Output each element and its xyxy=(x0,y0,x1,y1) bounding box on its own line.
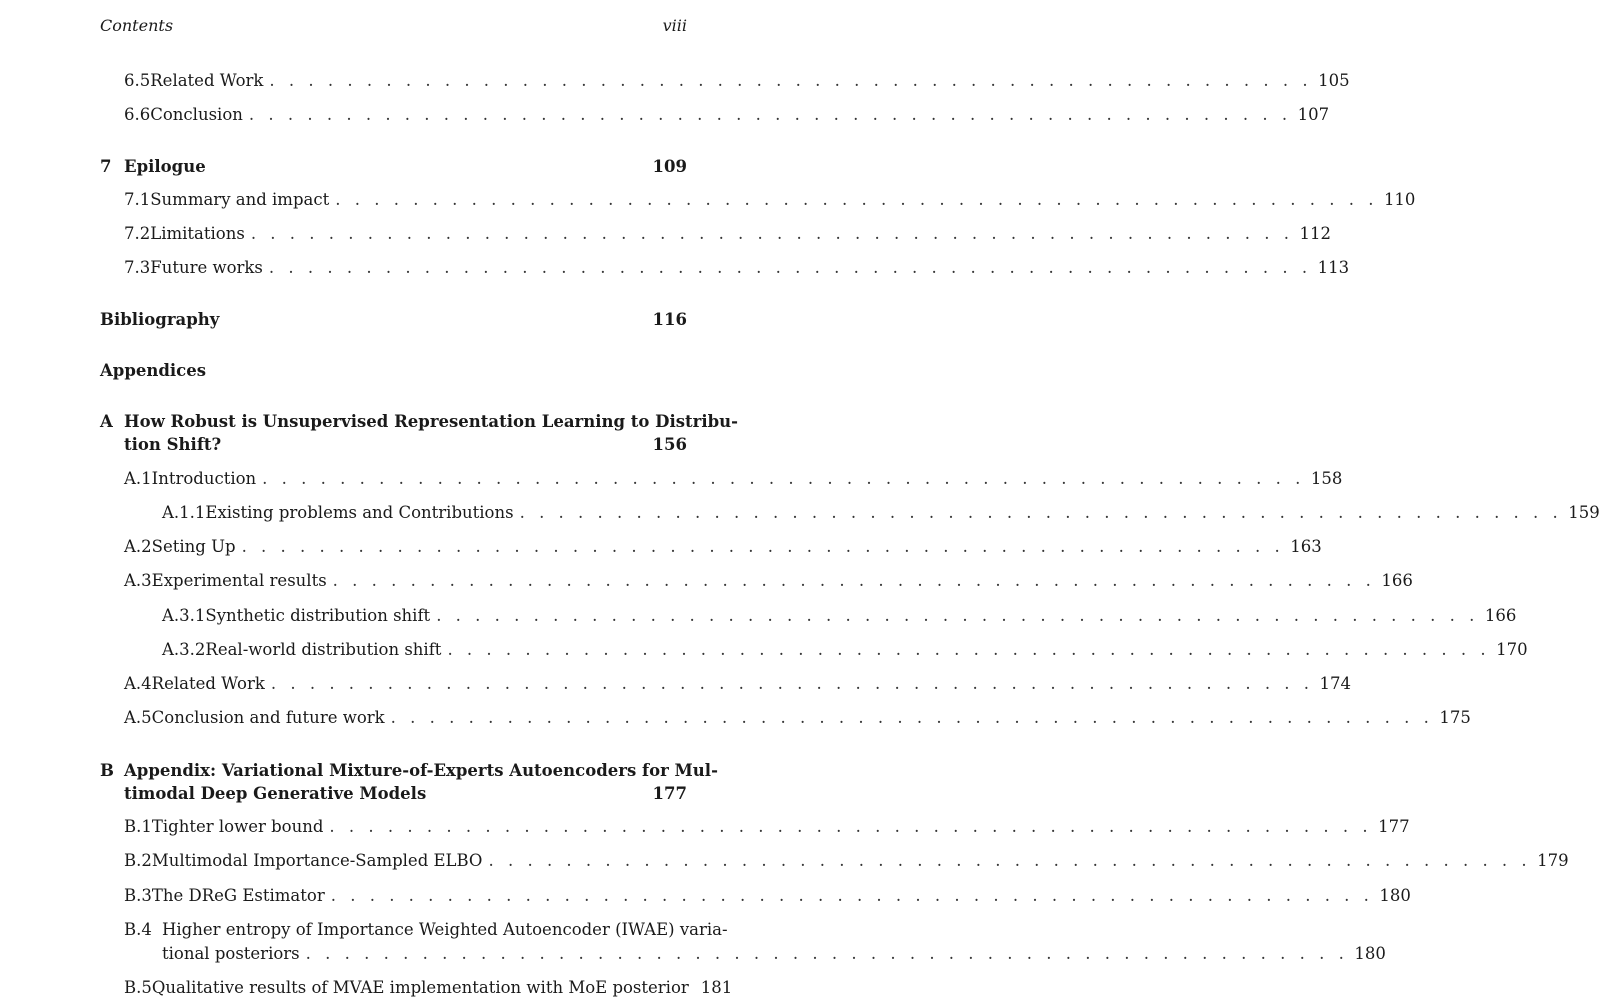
dot-leader: . . . . . . . . . . . . . . . . . . . . . . . . . . . . . . . . . . . . . . . . . . . . . . . . . . . . . . xyxy=(268,258,1312,277)
page-number: viii xyxy=(662,16,687,35)
toc-entry-6-5[interactable]: 6.5 Related Work . . . . . . . . . . . . . . . . . . . . . . . . . . . . . . . . . . . . . . . . . . . . . . . . . . . . . . 105 xyxy=(124,71,1350,90)
dot-leader: . . . . . . . . . . . . . . . . . . . . . . . . . . . . . . . . . . . . . . . . . . . . . . . . . . . . . . xyxy=(305,944,1349,963)
dot-leader: . . . . . . . . . . . . . . . . . . . . . . . . . . . . . . . . . . . . . . . . . . . . . . . . . . . . . . xyxy=(436,606,1479,625)
toc-chapter-7[interactable]: 7 Epilogue 109 xyxy=(100,157,687,176)
toc-entry-b-1[interactable]: B.1 Tighter lower bound . . . . . . . . . . . . . . . . . . . . . . . . . . . . . . . . . . . . . . . . . . . . . . . . . . . . . . 177 xyxy=(124,817,1410,836)
dot-leader: . . . . . . . . . . . . . . . . . . . . . . . . . . . . . . . . . . . . . . . . . . . . . . . . . . . . . . xyxy=(269,71,1313,90)
toc-entry-a-2[interactable]: A.2 Seting Up . . . . . . . . . . . . . . . . . . . . . . . . . . . . . . . . . . . . . . . . . . . . . . . . . . . . . . 163 xyxy=(124,537,1322,556)
toc-entry-a-3-2[interactable]: A.3.2 Real-world distribution shift . . . . . . . . . . . . . . . . . . . . . . . . . . . . . . . . . . . . . . . . . . . . . . . . . . . . . . 170 xyxy=(162,640,1528,659)
toc-entry-b-5[interactable]: B.5 Qualitative results of MVAE implementation with MoE posterior 181 xyxy=(124,978,733,997)
toc-appendix-b[interactable]: B Appendix: Variational Mixture-of-Experts Autoencoders for Mul- timodal Deep Generative Models 177 xyxy=(100,761,718,803)
dot-leader: . . . . . . . . . . . . . . . . . . . . . . . . . . . . . . . . . . . . . . . . . . . . . . . . . . . . . . xyxy=(447,640,1491,659)
dot-leader: . . . . . . . . . . . . . . . . . . . . . . . . . . . . . . . . . . . . . . . . . . . . . . . . . . . . . . xyxy=(262,469,1305,488)
toc-entry-a-3-1[interactable]: A.3.1 Synthetic distribution shift . . . . . . . . . . . . . . . . . . . . . . . . . . . . . . . . . . . . . . . . . . . . . . . . . . . . . . 166 xyxy=(162,606,1517,625)
toc-entry-a-1-1[interactable]: A.1.1 Existing problems and Contributions . . . . . . . . . . . . . . . . . . . . . . . . . . . . . . . . . . . . . . . . . . . . . . . . . . . . . . 159 xyxy=(162,503,1600,522)
dot-leader: . . . . . . . . . . . . . . . . . . . . . . . . . . . . . . . . . . . . . . . . . . . . . . . . . . . . . . xyxy=(250,224,1294,243)
toc-entry-6-6[interactable]: 6.6 Conclusion . . . . . . . . . . . . . . . . . . . . . . . . . . . . . . . . . . . . . . . . . . . . . . . . . . . . . . 107 xyxy=(124,105,1330,124)
dot-leader: . . . . . . . . . . . . . . . . . . . . . . . . . . . . . . . . . . . . . . . . . . . . . . . . . . . . . . xyxy=(488,851,1532,870)
dot-leader: . . . . . . . . . . . . . . . . . . . . . . . . . . . . . . . . . . . . . . . . . . . . . . . . . . . . . . xyxy=(270,674,1314,693)
toc-entry-7-1[interactable]: 7.1 Summary and impact . . . . . . . . . . . . . . . . . . . . . . . . . . . . . . . . . . . . . . . . . . . . . . . . . . . . . . 110 xyxy=(124,190,1416,209)
running-header-title: Contents xyxy=(100,16,174,35)
toc-entry-a-1[interactable]: A.1 Introduction . . . . . . . . . . . . . . . . . . . . . . . . . . . . . . . . . . . . . . . . . . . . . . . . . . . . . . 158 xyxy=(124,469,1343,488)
toc-entry-7-2[interactable]: 7.2 Limitations . . . . . . . . . . . . . . . . . . . . . . . . . . . . . . . . . . . . . . . . . . . . . . . . . . . . . . 112 xyxy=(124,224,1332,243)
dot-leader: . . . . . . . . . . . . . . . . . . . . . . . . . . . . . . . . . . . . . . . . . . . . . . . . . . . . . . xyxy=(241,537,1285,556)
running-header xyxy=(100,16,687,38)
toc-entry-7-3[interactable]: 7.3 Future works . . . . . . . . . . . . . . . . . . . . . . . . . . . . . . . . . . . . . . . . . . . . . . . . . . . . . . 113 xyxy=(124,258,1350,277)
toc-entry-a-3[interactable]: A.3 Experimental results . . . . . . . . . . . . . . . . . . . . . . . . . . . . . . . . . . . . . . . . . . . . . . . . . . . . . . 166 xyxy=(124,571,1413,590)
dot-leader: . . . . . . . . . . . . . . . . . . . . . . . . . . . . . . . . . . . . . . . . . . . . . . . . . . . . . . xyxy=(390,708,1434,727)
dot-leader: . . . . . . . . . . . . . . . . . . . . . . . . . . . . . . . . . . . . . . . . . . . . . . . . . . . . . . xyxy=(329,817,1373,836)
dot-leader: . . . . . . . . . . . . . . . . . . . . . . . . . . . . . . . . . . . . . . . . . . . . . . . . . . . . . . xyxy=(335,190,1378,209)
dot-leader: . . . . . . . . . . . . . . . . . . . . . . . . . . . . . . . . . . . . . . . . . . . . . . . . . . . . . . xyxy=(332,571,1376,590)
toc-entry-b-4[interactable]: B.4 Higher entropy of Importance Weighted Autoencoder (IWAE) varia- tional posteriors . . . . . . . . . . . . . . . . . . . . . . . . . . . . . . . . . . . . . . . . . . . . . . . . . . . . . . 180 xyxy=(124,920,1386,963)
toc-entry-b-2[interactable]: B.2 Multimodal Importance-Sampled ELBO . . . . . . . . . . . . . . . . . . . . . . . . . . . . . . . . . . . . . . . . . . . . . . . . . . . . . . 179 xyxy=(124,851,1569,870)
toc-bibliography[interactable]: Bibliography 116 xyxy=(100,310,687,329)
toc-appendix-a[interactable]: A How Robust is Unsupervised Representation Learning to Distribu- tion Shift? 156 xyxy=(100,412,738,454)
toc-entry-b-3[interactable]: B.3 The DReG Estimator . . . . . . . . . . . . . . . . . . . . . . . . . . . . . . . . . . . . . . . . . . . . . . . . . . . . . . 180 xyxy=(124,886,1411,905)
dot-leader: . . . . . . . . . . . . . . . . . . . . . . . . . . . . . . . . . . . . . . . . . . . . . . . . . . . . . . xyxy=(330,886,1374,905)
dot-leader: . . . . . . . . . . . . . . . . . . . . . . . . . . . . . . . . . . . . . . . . . . . . . . . . . . . . . . xyxy=(519,503,1563,522)
dot-leader: . . . . . . . . . . . . . . . . . . . . . . . . . . . . . . . . . . . . . . . . . . . . . . . . . . . . . . xyxy=(248,105,1292,124)
toc-entry-a-4[interactable]: A.4 Related Work . . . . . . . . . . . . . . . . . . . . . . . . . . . . . . . . . . . . . . . . . . . . . . . . . . . . . . 174 xyxy=(124,674,1352,693)
toc-appendices-heading: Appendices xyxy=(100,361,207,380)
toc-entry-a-5[interactable]: A.5 Conclusion and future work . . . . . . . . . . . . . . . . . . . . . . . . . . . . . . . . . . . . . . . . . . . . . . . . . . . . . . 175 xyxy=(124,708,1471,727)
